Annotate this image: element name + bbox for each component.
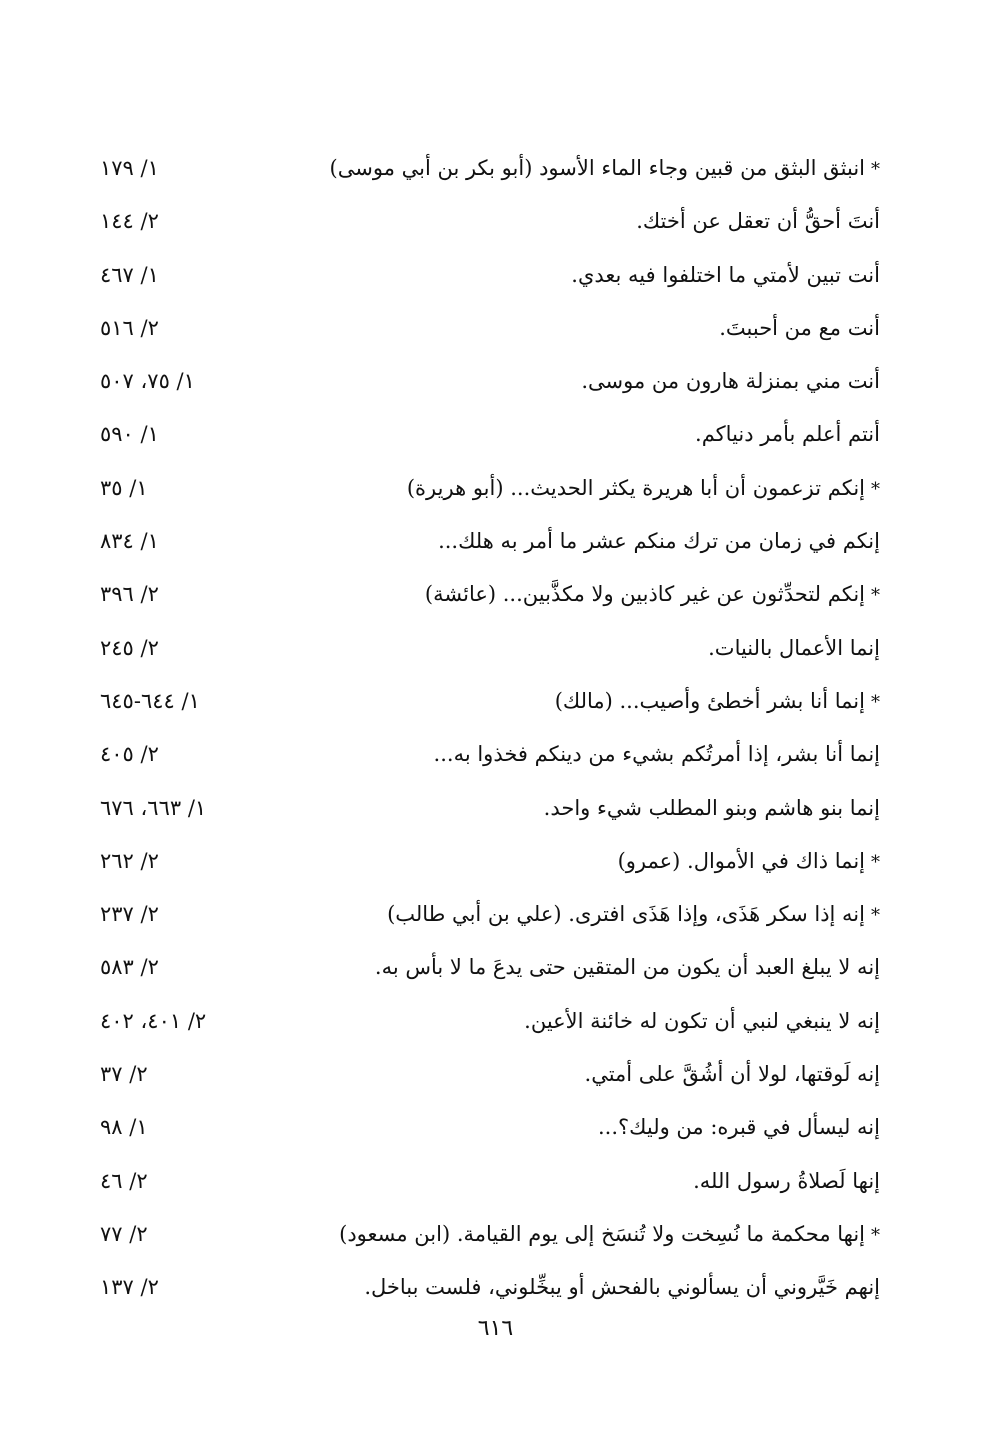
asterisk-marker: * [871,1224,880,1246]
index-entry [100,894,880,947]
entry-reference: ١/ ٤٦٧ [100,262,159,287]
index-entry [100,1214,880,1267]
index-entry [100,1267,880,1320]
entry-reference: ٢/ ١٣٧ [100,1275,159,1300]
entry-text [240,574,880,616]
entry-text [240,414,880,454]
asterisk-marker: * [871,478,880,500]
index-entry [100,255,880,308]
entry-reference: ٢/ ٥٨٣ [100,955,159,980]
entry-reference: ١/ ٣٥ [100,475,148,500]
index-entry [100,681,880,734]
entry-phrase: أنت تبين لأمتي ما اختلفوا فيه بعدي. [571,262,880,287]
entry-phrase: إنه ليسأل في قبره: من وليك؟... [597,1115,880,1140]
entry-phrase: إنما ذاك في الأموال. (عمرو) [617,848,865,873]
entry-text [240,308,880,348]
entry-reference: ٢/ ٥١٦ [100,315,159,340]
index-entry [100,841,880,894]
entry-text [240,628,880,668]
entry-phrase: إنه إذا سكر هَذَى، وإذا هَذَى افترى. (علي بن أبي طالب) [387,902,865,927]
entry-text [240,468,880,510]
entry-text [240,1054,880,1094]
entry-phrase: إنما بنو هاشم وبنو المطلب شيء واحد. [543,795,880,820]
index-entry [100,788,880,841]
index-entry [100,734,880,787]
index-entry [100,1161,880,1214]
index-entry [100,1054,880,1107]
entry-phrase: أنت مني بمنزلة هارون من موسى. [581,369,880,394]
entry-reference: ١/ ١٧٩ [100,156,159,180]
entry-phrase: أنتَ أحقُّ أن تعقل عن أختك. [636,209,880,234]
entry-text [240,947,880,987]
index-entry [100,148,880,201]
asterisk-marker: * [871,585,880,607]
hadith-index-list [100,148,880,1321]
entry-text [240,788,880,828]
entry-reference: ٢/ ٢٦٢ [100,848,159,873]
entry-reference: ٢/ ٤٠٥ [100,742,159,767]
asterisk-marker: * [871,691,880,713]
entry-reference: ١/ ٩٨ [100,1115,148,1140]
entry-text [240,734,880,774]
index-entry [100,201,880,254]
index-entry [100,361,880,414]
index-entry [100,1001,880,1054]
entry-text [240,255,880,295]
entry-phrase: إنها لَصلاةُ رسول الله. [693,1168,880,1193]
entry-phrase: إنما الأعمال بالنيات. [708,635,880,660]
index-entry [100,308,880,361]
index-entry [100,468,880,521]
entry-phrase: إنكم تزعمون أن أبا هريرة يكثر الحديث... (أبو هريرة) [406,475,865,500]
entry-reference: ١/ ٥٩٠ [100,422,159,447]
index-entry [100,1107,880,1160]
asterisk-marker: * [871,851,880,873]
entry-text [240,894,880,936]
entry-reference: ٢/ ٢٣٧ [100,902,159,927]
entry-phrase: إنه لا ينبغي لنبي أن تكون له خائنة الأعين. [524,1008,880,1033]
asterisk-marker: * [871,905,880,927]
entry-phrase: أنتم أعلم بأمر دنياكم. [695,422,880,447]
index-entry [100,521,880,574]
page-number: ٦١٦ [477,1316,514,1341]
entry-phrase: إنهم خَيَّروني أن يسألوني بالفحش أو يبخِّلوني، فلست بباخل. [364,1275,880,1300]
entry-reference: ١/ ٨٣٤ [100,529,159,554]
entry-reference: ١/ ٧٥، ٥٠٧ [100,369,195,394]
entry-reference: ٢/ ٧٧ [100,1221,148,1246]
asterisk-marker: * [871,159,880,180]
entry-text [240,201,880,241]
entry-text [240,681,880,723]
index-entry [100,574,880,627]
entry-phrase: انبثق البثق من قبين وجاء الماء الأسود (أبو بكر بن أبي موسى) [329,156,865,180]
entry-text [240,1107,880,1147]
entry-phrase: إنه لَوقتها، لولا أن أشُقَّ على أمتي. [584,1062,880,1087]
index-entry [100,947,880,1000]
entry-text [240,521,880,561]
entry-reference: ٢/ ٣٩٦ [100,582,159,607]
entry-phrase: إنكم لتحدِّثون عن غير كاذبين ولا مكذَّبين... (عائشة) [424,582,865,607]
entry-text [240,148,880,190]
entry-reference: ١/ ٦٦٣، ٦٧٦ [100,795,207,820]
entry-phrase: إنما أنا بشر أخطئ وأصيب... (مالك) [554,688,865,713]
entry-text [240,841,880,883]
entry-phrase: إنه لا يبلغ العبد أن يكون من المتقين حتى يدعَ ما لا بأس به. [374,955,880,980]
entry-reference: ٢/ ٤٦ [100,1168,148,1193]
entry-text [240,1001,880,1041]
index-entry [100,628,880,681]
entry-reference: ١/ ٦٤٤-٦٤٥ [100,688,200,713]
entry-text [240,1214,880,1256]
entry-phrase: إنها محكمة ما نُسِخت ولا تُنسَخ إلى يوم القيامة. (ابن مسعود) [339,1221,865,1246]
entry-text [240,1267,880,1307]
entry-text [240,1161,880,1201]
entry-text [240,361,880,401]
index-entry [100,414,880,467]
entry-reference: ٢/ ٢٤٥ [100,635,159,660]
entry-phrase: أنت مع من أحببتَ. [719,315,880,340]
entry-phrase: إنما أنا بشر، إذا أمرتُكم بشيء من دينكم فخذوا به... [433,742,880,767]
entry-reference: ٢/ ٣٧ [100,1062,148,1087]
entry-reference: ٢/ ٤٠١، ٤٠٢ [100,1008,207,1033]
entry-phrase: إنكم في زمان من ترك منكم عشر ما أمر به هلك... [438,529,880,554]
entry-reference: ٢/ ١٤٤ [100,209,159,234]
